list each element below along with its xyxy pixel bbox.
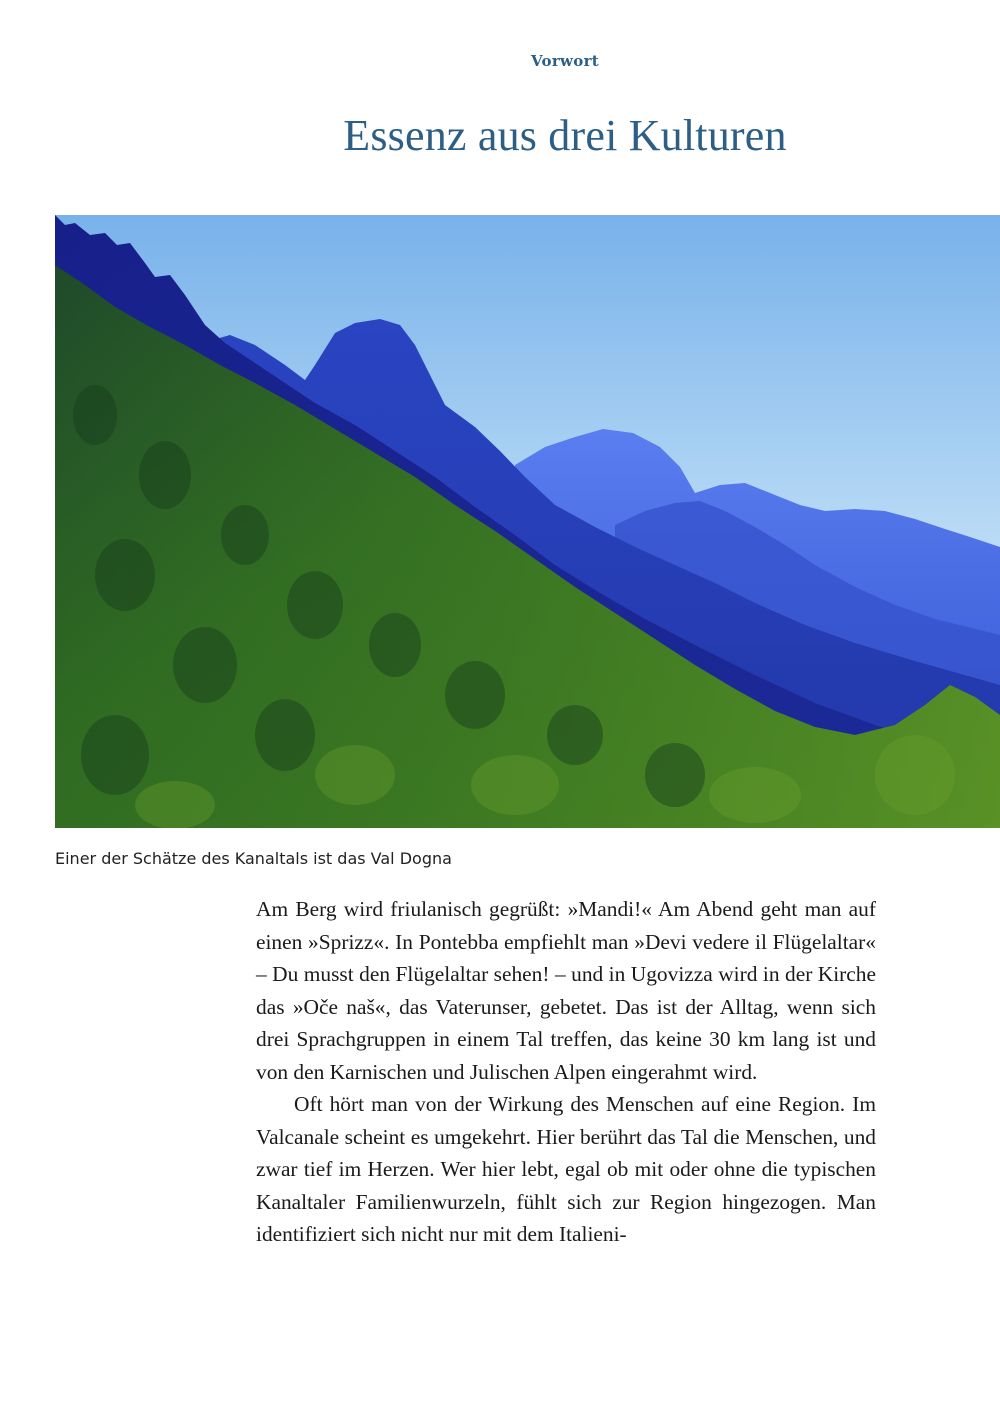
paragraph: Oft hört man von der Wirkung des Menschen auf eine Region. Im Valcanale scheint es umgekehrt. Hier berührt das Tal die Menschen, und zwar tief im Herzen. Wer hier lebt, egal ob mit oder ohne die typischen Kanaltaler Familienwurzeln, fühlt sich zur Region hingezogen. Man identifiziert sich nicht nur mit dem Italieni-: [256, 1092, 876, 1246]
section-label: Vorwort: [530, 52, 600, 70]
landscape-photo: [55, 215, 1000, 828]
paragraph: Am Berg wird friulanisch gegrüßt: »Mandi!« Am Abend geht man auf einen »Sprizz«. In Pontebba empfiehlt man »Devi vedere il Flügelaltar« – Du musst den Flügelaltar sehen! – und in Ugovizza wird in der Kirche das »Oče naš«, das Vaterunser, gebetet. Das ist der Alltag, wenn sich drei Sprachgruppen in einem Tal treffen, das keine 30 km lang ist und von den Karnischen und Julischen Alpen eingerahmt wird.: [256, 897, 876, 1084]
figure-caption: Einer der Schätze des Kanaltals ist das Val Dogna: [55, 849, 452, 868]
page-title: Essenz aus drei Kulturen: [343, 111, 787, 160]
body-text: [256, 893, 876, 1251]
